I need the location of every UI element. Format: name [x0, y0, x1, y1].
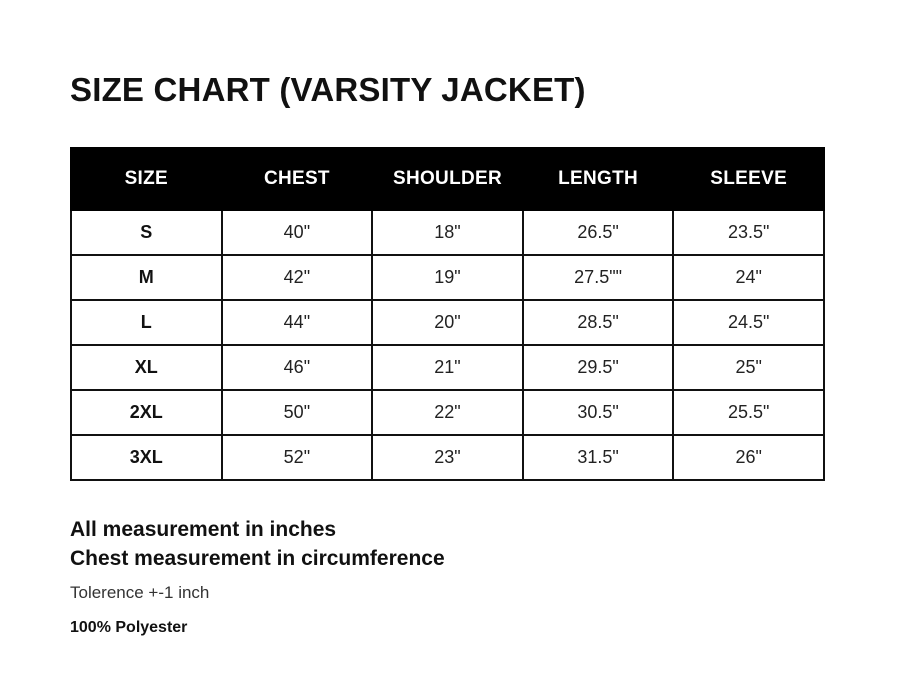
length-cell: 30.5" — [523, 390, 674, 435]
length-cell: 31.5" — [523, 435, 674, 480]
chest-cell: 52" — [222, 435, 373, 480]
header-size: SIZE — [71, 148, 222, 210]
chest-cell: 42" — [222, 255, 373, 300]
size-cell: XL — [71, 345, 222, 390]
table-header — [71, 148, 824, 210]
chest-cell: 44" — [222, 300, 373, 345]
shoulder-cell: 18" — [372, 210, 523, 255]
table-row — [71, 390, 824, 435]
length-cell: 26.5" — [523, 210, 674, 255]
note-material: 100% Polyester — [70, 619, 188, 636]
sleeve-cell: 24" — [673, 255, 824, 300]
size-cell: 2XL — [71, 390, 222, 435]
table-row — [71, 435, 824, 480]
header-row — [71, 148, 824, 210]
sleeve-cell: 26" — [673, 435, 824, 480]
chest-cell: 46" — [222, 345, 373, 390]
page-title: SIZE CHART (VARSITY JACKET) — [70, 71, 586, 108]
sleeve-cell: 25" — [673, 345, 824, 390]
shoulder-cell: 23" — [372, 435, 523, 480]
note-chest-circumference: Chest measurement in circumference — [70, 547, 445, 570]
length-cell: 27.5"" — [523, 255, 674, 300]
table-row — [71, 210, 824, 255]
length-cell: 28.5" — [523, 300, 674, 345]
table-row — [71, 345, 824, 390]
notes-section — [70, 515, 445, 639]
length-cell: 29.5" — [523, 345, 674, 390]
size-cell: L — [71, 300, 222, 345]
shoulder-cell: 22" — [372, 390, 523, 435]
shoulder-cell: 20" — [372, 300, 523, 345]
size-cell: M — [71, 255, 222, 300]
shoulder-cell: 19" — [372, 255, 523, 300]
size-cell: 3XL — [71, 435, 222, 480]
chest-cell: 40" — [222, 210, 373, 255]
header-sleeve: SLEEVE — [673, 148, 824, 210]
size-chart-table — [70, 147, 825, 481]
size-cell: S — [71, 210, 222, 255]
sleeve-cell: 25.5" — [673, 390, 824, 435]
chest-cell: 50" — [222, 390, 373, 435]
sleeve-cell: 24.5" — [673, 300, 824, 345]
header-length: LENGTH — [523, 148, 674, 210]
note-measurement-unit: All measurement in inches — [70, 518, 337, 541]
shoulder-cell: 21" — [372, 345, 523, 390]
header-chest: CHEST — [222, 148, 373, 210]
note-tolerance: Tolerence +-1 inch — [70, 583, 210, 602]
header-shoulder: SHOULDER — [372, 148, 523, 210]
sleeve-cell: 23.5" — [673, 210, 824, 255]
table-row — [71, 300, 824, 345]
table-row — [71, 255, 824, 300]
table-body — [71, 210, 824, 480]
